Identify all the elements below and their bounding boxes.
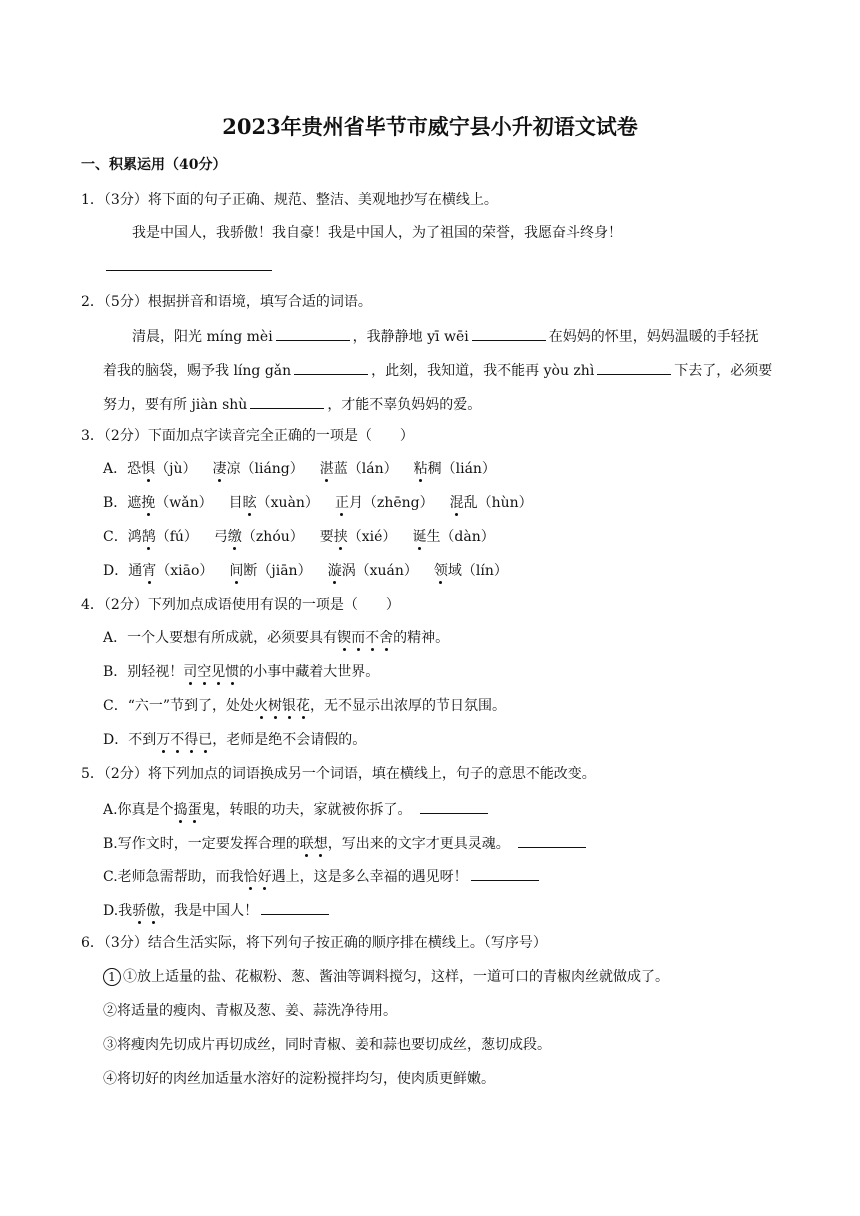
- emphasized-char: 花: [296, 698, 311, 714]
- emphasized-char: 恰: [243, 869, 258, 885]
- answer-blank[interactable]: [420, 799, 488, 814]
- passage-text: 下去了，必须要: [674, 363, 773, 379]
- option-text: 的精神。: [393, 630, 450, 646]
- question-1-answer-line[interactable]: [106, 270, 272, 271]
- emphasized-char: 惯: [225, 664, 240, 680]
- option-text: 凉（liáng）: [226, 461, 304, 477]
- question-3-option-a: [103, 460, 496, 478]
- question-6-sentence-4: ④将切好的肉丝加适量水溶好的淀粉搅拌均匀，使肉质更鲜嫩。: [103, 1071, 495, 1087]
- option-text: 月（zhēng）: [348, 495, 434, 511]
- emphasized-char: 领: [433, 563, 448, 579]
- question-4-option-c: [103, 697, 506, 715]
- emphasized-char: 间: [229, 563, 244, 579]
- emphasized-char: 湛: [319, 461, 334, 477]
- emphasized-char: 万: [156, 732, 171, 748]
- option-text: C.老师急需帮助，而我: [103, 869, 244, 885]
- emphasized-char: 空: [197, 664, 212, 680]
- option-text: B.写作文时，一定要发挥合理的: [103, 836, 300, 852]
- question-6-sentence-2: ②将适量的瘦肉、青椒及葱、姜、蒜洗净待用。: [103, 1003, 397, 1019]
- option-text: （xuàn）: [256, 495, 319, 511]
- option-text: 乱（hùn）: [463, 495, 533, 511]
- question-1-stem: 1．（3分）将下面的句子正确、规范、整洁、美观地抄写在横线上。: [81, 192, 498, 208]
- option-text: 目: [228, 495, 243, 511]
- option-text: B．遮: [103, 495, 142, 511]
- question-4-stem: 4．（2分）下列加点成语使用有误的一项是（ ）: [81, 597, 400, 613]
- emphasized-char: 正: [334, 495, 349, 511]
- emphasized-char: 挽: [141, 495, 156, 511]
- section-heading: 一、积累运用（40分）: [81, 157, 227, 173]
- emphasized-char: 得: [184, 732, 199, 748]
- option-text: D．通: [103, 563, 143, 579]
- question-3-option-c: [103, 528, 495, 546]
- option-text: ，老师是绝不会请假的。: [212, 732, 367, 748]
- question-5-item-c: [103, 866, 542, 886]
- question-6-sentence-3: ③将瘦肉先切成片再切成丝，同时青椒、姜和蒜也要切成丝，葱切成段。: [103, 1037, 551, 1053]
- option-text: （fú）: [155, 529, 198, 545]
- answer-blank[interactable]: [471, 866, 539, 881]
- emphasized-char: 联: [299, 836, 314, 852]
- emphasized-char: 傲: [146, 903, 161, 919]
- emphasized-char: 鹄: [141, 529, 156, 545]
- passage-text: ，才能不辜负妈妈的爱。: [327, 397, 482, 413]
- option-text: D．不到: [103, 732, 157, 748]
- emphasized-char: 挟: [333, 529, 348, 545]
- option-text: ，写出来的文字才更具灵魂。: [327, 836, 510, 852]
- answer-blank[interactable]: [261, 900, 329, 915]
- question-3-option-d: [103, 562, 508, 580]
- emphasized-char: 混: [449, 495, 464, 511]
- emphasized-char: 想: [313, 836, 328, 852]
- option-text: ，无不显示出浓厚的节日氛围。: [310, 698, 507, 714]
- emphasized-char: 见: [211, 664, 226, 680]
- passage-text: 在妈妈的怀里，妈妈温暖的手轻抚: [548, 329, 759, 345]
- answer-blank[interactable]: [294, 360, 368, 375]
- emphasized-char: 火: [254, 698, 269, 714]
- emphasized-char: 蛋: [187, 802, 202, 818]
- answer-blank[interactable]: [250, 394, 324, 409]
- emphasized-char: 银: [282, 698, 297, 714]
- question-4-option-d: [103, 731, 366, 749]
- emphasized-char: 不: [365, 630, 380, 646]
- pinyin-text: 清晨，阳光 míng mèi: [132, 329, 273, 345]
- question-3-stem: 3．（2分）下面加点字读音完全正确的一项是（ ）: [81, 428, 414, 444]
- option-text: ，我是中国人！: [160, 903, 259, 919]
- pinyin-text: ，我静静地 yī wēi: [352, 329, 469, 345]
- option-text: （xié）: [347, 529, 397, 545]
- option-text: （wǎn）: [155, 495, 213, 511]
- page-title: 2023年贵州省毕节市威宁县小升初语文试卷: [222, 114, 638, 139]
- answer-blank[interactable]: [276, 326, 350, 341]
- option-text: 域（lín）: [447, 563, 508, 579]
- option-text: 涡（xuán）: [341, 563, 418, 579]
- question-4-option-b: [103, 663, 379, 681]
- emphasized-char: 漩: [327, 563, 342, 579]
- option-text: 断（jiān）: [243, 563, 312, 579]
- question-5-item-a: [103, 799, 491, 819]
- question-3-option-b: [103, 494, 533, 512]
- pinyin-text: 着我的脑袋，赐予我 líng gǎn: [103, 363, 292, 379]
- question-2-line-3: [103, 394, 481, 414]
- option-text: A.你真是个: [103, 802, 174, 818]
- option-text: （jù）: [155, 461, 197, 477]
- option-text: 弓: [213, 529, 228, 545]
- option-text: ①放上适量的盐、花椒粉、葱、酱油等调料搅匀，这样，一道可口的青椒肉丝就做成了。: [123, 969, 669, 985]
- emphasized-char: 树: [268, 698, 283, 714]
- option-text: 要: [319, 529, 334, 545]
- emphasized-char: 缴: [227, 529, 242, 545]
- emphasized-char: 锲: [337, 630, 352, 646]
- option-text: A．一个人要想有所成就，必须要具有: [103, 630, 338, 646]
- option-text: 鬼，转眼的功夫，家就被你拆了。: [201, 802, 412, 818]
- emphasized-char: 粘: [413, 461, 428, 477]
- question-4-option-a: [103, 629, 449, 647]
- emphasized-char: 而: [351, 630, 366, 646]
- emphasized-char: 捣: [173, 802, 188, 818]
- emphasized-char: 不: [170, 732, 185, 748]
- option-text: B．别轻视！: [103, 664, 184, 680]
- circled-number-icon: 1: [103, 968, 121, 986]
- pinyin-text: ，此刻，我知道，我不能再 yòu zhì: [371, 363, 595, 379]
- option-text: 蓝（lán）: [333, 461, 398, 477]
- option-text: C．“六一”节到了，处处: [103, 698, 255, 714]
- question-1-sentence: 我是中国人，我骄傲！我自豪！我是中国人，为了祖国的荣誉，我愿奋斗终身！: [132, 225, 622, 241]
- option-text: C．鸿: [103, 529, 142, 545]
- option-text: 稠（lián）: [427, 461, 496, 477]
- emphasized-char: 诞: [412, 529, 427, 545]
- option-text: （zhóu）: [241, 529, 304, 545]
- answer-blank[interactable]: [518, 833, 586, 848]
- emphasized-char: 宵: [142, 563, 157, 579]
- emphasized-char: 舍: [379, 630, 394, 646]
- pinyin-text: 努力，要有所 jiàn shù: [103, 397, 248, 413]
- emphasized-char: 骄: [132, 903, 147, 919]
- question-5-stem: 5．（2分）将下列加点的词语换成另一个词语，填在横线上，句子的意思不能改变。: [81, 766, 596, 782]
- option-text: A．恐: [103, 461, 142, 477]
- answer-blank[interactable]: [472, 326, 546, 341]
- emphasized-char: 已: [198, 732, 213, 748]
- option-text: 生（dàn）: [426, 529, 495, 545]
- question-5-item-d: [103, 900, 332, 920]
- question-2-stem: 2．（5分）根据拼音和语境，填写合适的词语。: [81, 294, 372, 310]
- answer-blank[interactable]: [597, 360, 671, 375]
- question-6-sentence-1: [103, 968, 669, 986]
- question-5-item-b: [103, 833, 589, 853]
- emphasized-char: 司: [183, 664, 198, 680]
- question-2-line-2: [103, 360, 772, 380]
- option-text: （xiāo）: [156, 563, 214, 579]
- option-text: 的小事中藏着大世界。: [239, 664, 380, 680]
- option-text: 遇上，这是多么幸福的遇见呀！: [271, 869, 468, 885]
- emphasized-char: 惧: [141, 461, 156, 477]
- emphasized-char: 凄: [212, 461, 227, 477]
- option-text: D.我: [103, 903, 133, 919]
- question-6-stem: 6．（3分）结合生活实际，将下列句子按正确的顺序排在横线上。（写序号）: [81, 935, 547, 951]
- question-2-line-1: [132, 326, 759, 346]
- emphasized-char: 眩: [242, 495, 257, 511]
- emphasized-char: 好: [257, 869, 272, 885]
